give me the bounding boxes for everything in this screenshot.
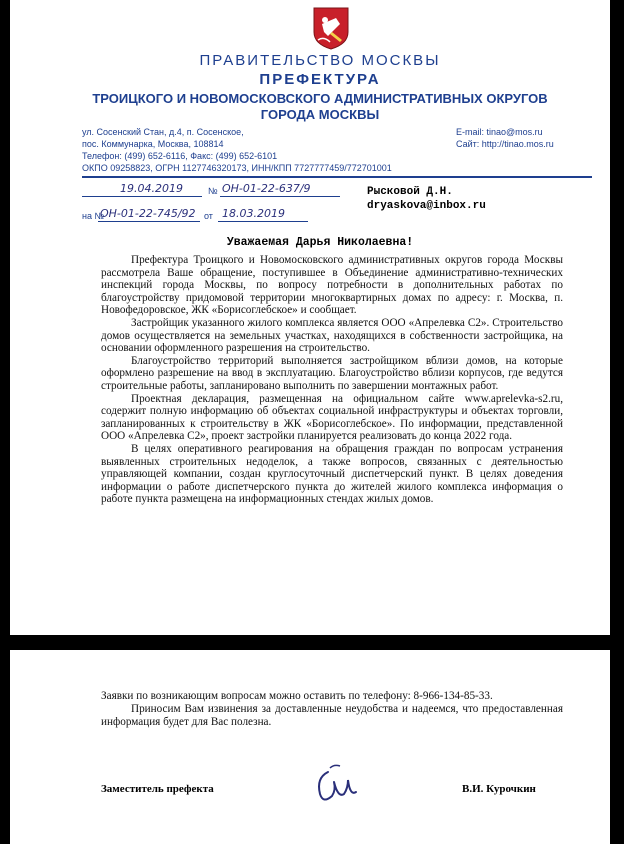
signer-title: Заместитель префекта (101, 783, 214, 795)
body-paragraph: Благоустройство территорий выполняется застройщиком вблизи домов, на которые оформлено разрешение на ввод в эксплуатацию. Благоустройство вблизи корпусов, где ведутся строительные работы, запланировано выполнить по завершении монтажных работ. (101, 354, 563, 392)
body-paragraph: В целях оперативного реагирования на обращения граждан по вопросам устранения выявленных строительных недоделок, а также вопросов, связанных с деятельностью управляющей компании, создан круглосуточный диспетчерский пункт. В целях доведения информации о работе диспетчерского пункта до жителей жилого комплекса информация о работе пункта размещена на информационных стендах жилых домов. (101, 442, 563, 506)
body-paragraph: Застройщик указанного жилого комплекса является ООО «Апрелевка С2». Строительство домов осуществляется на земельных участках, находящихся в собственности застройщика, на основании оформленного разрешения на строительство. (101, 316, 563, 355)
reference-prefix: на № (82, 211, 105, 221)
handwritten-signature (310, 760, 362, 810)
phone-fax: Телефон: (499) 652-6116, Факс: (499) 652-6101 (82, 151, 278, 161)
address-line-2: пос. Коммунарка, Москва, 108814 (82, 139, 224, 149)
date-underline (82, 196, 202, 197)
header-districts: ТРОИЦКОГО И НОВОМОСКОВСКОГО АДМИНИСТРАТИВНЫХ ОКРУГОВ (92, 91, 548, 106)
apology-paragraph: Приносим Вам извинения за доставленные неудобства и надеемся, что предоставленная информация будет для Вас полезна. (101, 703, 563, 728)
ref-number-underline (98, 221, 200, 222)
phone-paragraph: Заявки по возникающим вопросам можно оставить по телефону: 8-966-134-85-33. (101, 690, 493, 702)
signer-name: В.И. Курочкин (462, 783, 536, 795)
outgoing-date: 19.04.2019 (120, 182, 183, 195)
header-divider (82, 176, 592, 178)
outgoing-number: ОН-01-22-637/9 (222, 182, 311, 195)
website-contact: Сайт: http://tinao.mos.ru (456, 139, 554, 149)
header-city: ГОРОДА МОСКВЫ (260, 107, 380, 122)
registration-codes: ОКПО 09258823, ОГРН 1127746320173, ИНН/КПП 7727777459/772701001 (82, 163, 392, 173)
address-line-1: ул. Сосенский Стан, д.4, п. Сосенское, (82, 127, 244, 137)
letter-body (101, 254, 563, 506)
reference-number: ОН-01-22-745/92 (100, 207, 196, 220)
ref-date-underline (218, 221, 308, 222)
moscow-coat-of-arms-icon (312, 6, 350, 50)
greeting: Уважаемая Дарья Николаевна! (226, 236, 414, 249)
addressee-email: dryaskova@inbox.ru (367, 200, 486, 212)
header-prefecture: ПРЕФЕКТУРА (259, 71, 381, 88)
addressee-name: Рысковой Д.Н. (367, 186, 453, 198)
body-paragraph: Проектная декларация, размещенная на официальном сайте www.aprelevka-s2.ru, содержит полную информацию об объектах социальной инфраструктуры и объектах торговли, запланированных к строительству в ЖК «Борисоглебское». По информации, представленной ООО «Апрелевка С2», проект застройки планируется реализовать до конца 2022 года. (101, 392, 563, 443)
letter-page-2 (10, 650, 610, 844)
email-contact: E-mail: tinao@mos.ru (456, 127, 543, 137)
letter-page-1 (10, 0, 610, 635)
number-underline (220, 196, 340, 197)
reference-date: 18.03.2019 (222, 207, 285, 220)
closing-text (101, 690, 563, 729)
header-government: ПРАВИТЕЛЬСТВО МОСКВЫ (199, 52, 441, 69)
number-prefix: № (208, 186, 218, 196)
body-paragraph: Префектура Троицкого и Новомосковского административных округов города Москвы рассмотрела Ваше обращение, поступившее в Объединение административно-технических инспекций города Москвы, по вопросу потребности в дополнительных работах по благоустройству придомовой территории многоквартирных домах по адресу: г. Москва, п. Новофедоровское, ЖК «Борисоглебское» и сообщает. (101, 254, 563, 317)
reference-from: от (204, 211, 213, 221)
